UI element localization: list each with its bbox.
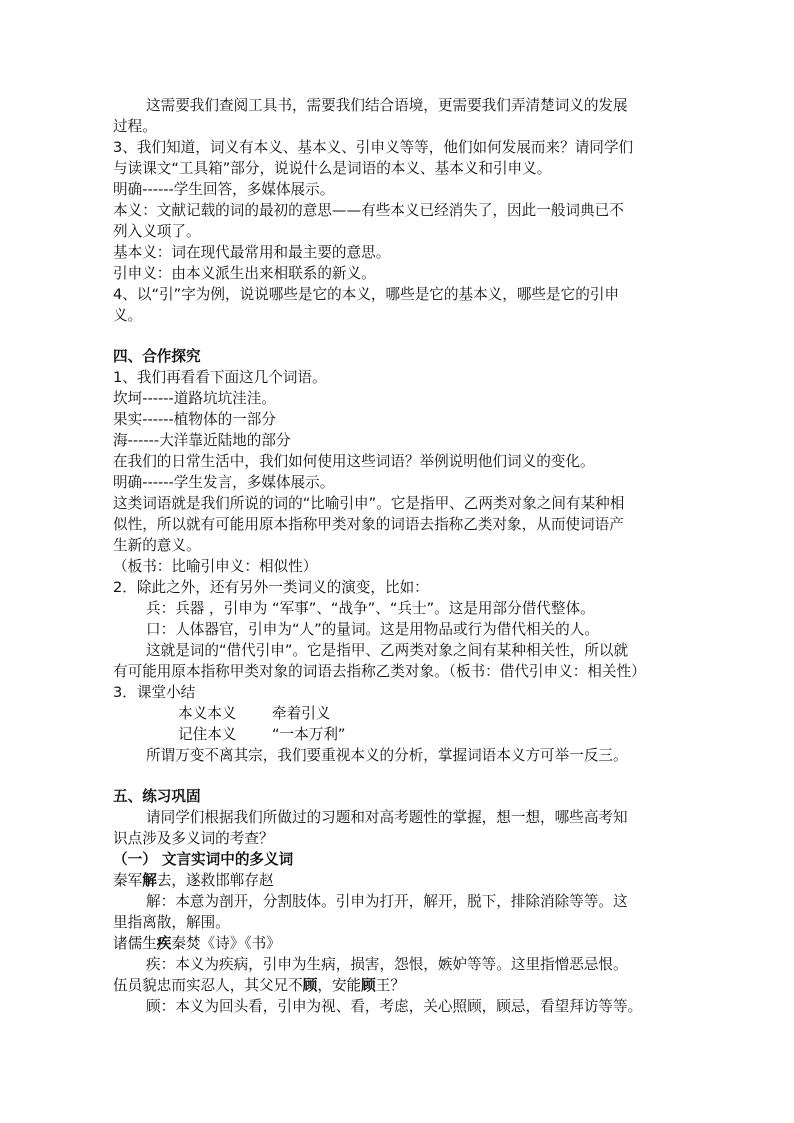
- text-line: 1、我们再看看下面这几个词语。: [113, 369, 327, 386]
- section-heading: 四、合作探究: [113, 348, 201, 365]
- example-text: ，安能: [317, 977, 362, 994]
- text-line: 过程。: [113, 118, 157, 135]
- text-line: 兵：兵器 ，引申为 “军事”、“战争”、“兵士”。这是用部分借代整体。: [146, 600, 595, 617]
- text-line: 列入义项了。: [113, 223, 201, 240]
- example-sentence: [113, 976, 405, 996]
- text-line: 明确------学生回答，多媒体展示。: [113, 181, 335, 198]
- example-text: 去，遂救邯郸存赵: [156, 872, 274, 889]
- text-line: 与读课文“工具箱”部分，说说什么是词语的本义、基本义和引申义。: [113, 160, 552, 177]
- example-text: 诸儒生: [113, 935, 157, 952]
- text-line: 坎坷------道路坑坑洼洼。: [113, 390, 276, 407]
- text-line: 本义：文献记载的词的最初的意思——有些本义已经消失了，因此一般词典已不: [113, 202, 624, 219]
- text-line: 生新的意义。: [113, 537, 201, 554]
- text-line: 这就是词的“借代引申”。它是指甲、乙两类对象之间有某种相关性，所以就: [146, 642, 629, 659]
- text-line: 口：人体器官，引申为“人”的量词。这是用物品或行为借代相关的人。: [146, 621, 599, 638]
- summary-row: [178, 704, 331, 724]
- text-line: 顾：本义为回头看，引申为视、看，考虑，关心照顾，顾忌，看望拜访等等。: [146, 998, 643, 1015]
- text-line: 明确------学生发言，多媒体展示。: [113, 474, 335, 491]
- text-line: 所谓万变不离其宗，我们要重视本义的分析，掌握词语本义方可举一反三。: [146, 747, 628, 764]
- text-line: 这需要我们查阅工具书，需要我们结合语境，更需要我们弄清楚词义的发展: [146, 97, 628, 114]
- text-line: 这类词语就是我们所说的词的“比喻引申”。它是指甲、乙两类对象之间有某种相: [113, 495, 625, 512]
- text-line: 请同学们根据我们所做过的习题和对高考题性的掌握，想一想，哪些高考知: [146, 809, 628, 826]
- key-word: 疾: [156, 935, 172, 952]
- text-line: 在我们的日常生活中，我们如何使用这些词语？举例说明他们词义的变化。: [113, 453, 595, 470]
- summary-right: “一本万利”: [272, 726, 346, 743]
- text-line: （板书：比喻引申义：相似性）: [113, 558, 318, 575]
- text-line: 有可能用原本指称甲类对象的词语去指称乙类对象。（板书：借代引申义：相关性）: [113, 663, 646, 680]
- example-text: 伍员貌忠而实忍人，其父兄不: [113, 977, 303, 994]
- text-line: 3、我们知道，词义有本义、基本义、引申义等等，他们如何发展而来？请同学们: [113, 139, 634, 156]
- example-sentence: [113, 871, 274, 891]
- text-line: 解：本意为剖开，分割肢体。引申为打开，解开，脱下，排除消除等等。这: [146, 893, 628, 910]
- text-line: 基本义：词在现代最常用和最主要的意思。: [113, 244, 391, 261]
- key-word: 顾: [361, 977, 376, 994]
- text-line: 疾：本义为疾病，引申为生病，损害，怨恨，嫉妒等等。这里指憎恶忌恨。: [146, 956, 628, 973]
- text-line: 2．除此之外，还有另外一类词义的演变，比如：: [113, 579, 429, 596]
- text-line: 识点涉及多义词的考查？: [113, 830, 274, 847]
- summary-left: 本义本义: [178, 705, 237, 722]
- text-line: 果实------植物体的一部分: [113, 411, 276, 428]
- subsection-heading: （一） 文言实词中的多义词: [113, 851, 294, 868]
- example-text: 秦军: [113, 872, 143, 889]
- summary-left: 记住本义: [178, 726, 237, 743]
- example-sentence: [113, 934, 281, 954]
- text-line: 似性，所以就有可能用原本指称甲类对象的词语去指称乙类对象，从而使词语产: [113, 516, 624, 533]
- text-line: 义。: [113, 307, 143, 324]
- text-line: 引申义：由本义派生出来相联系的新义。: [113, 265, 376, 282]
- text-line: 3．课堂小结: [113, 684, 196, 701]
- summary-right: 牵着引义: [272, 705, 331, 722]
- text-line: 4、以“引”字为例，说说哪些是它的本义，哪些是它的基本义，哪些是它的引申: [113, 286, 620, 303]
- key-word: 顾: [302, 977, 318, 994]
- example-text: 秦焚《诗》《书》: [171, 935, 281, 952]
- section-heading: 五、练习巩固: [113, 788, 201, 805]
- example-text: 王？: [375, 977, 405, 994]
- key-word: 解: [142, 872, 157, 889]
- text-line: 里指离散，解围。: [113, 914, 230, 931]
- text-line: 海------大洋靠近陆地的部分: [113, 432, 291, 449]
- summary-row: [178, 725, 346, 745]
